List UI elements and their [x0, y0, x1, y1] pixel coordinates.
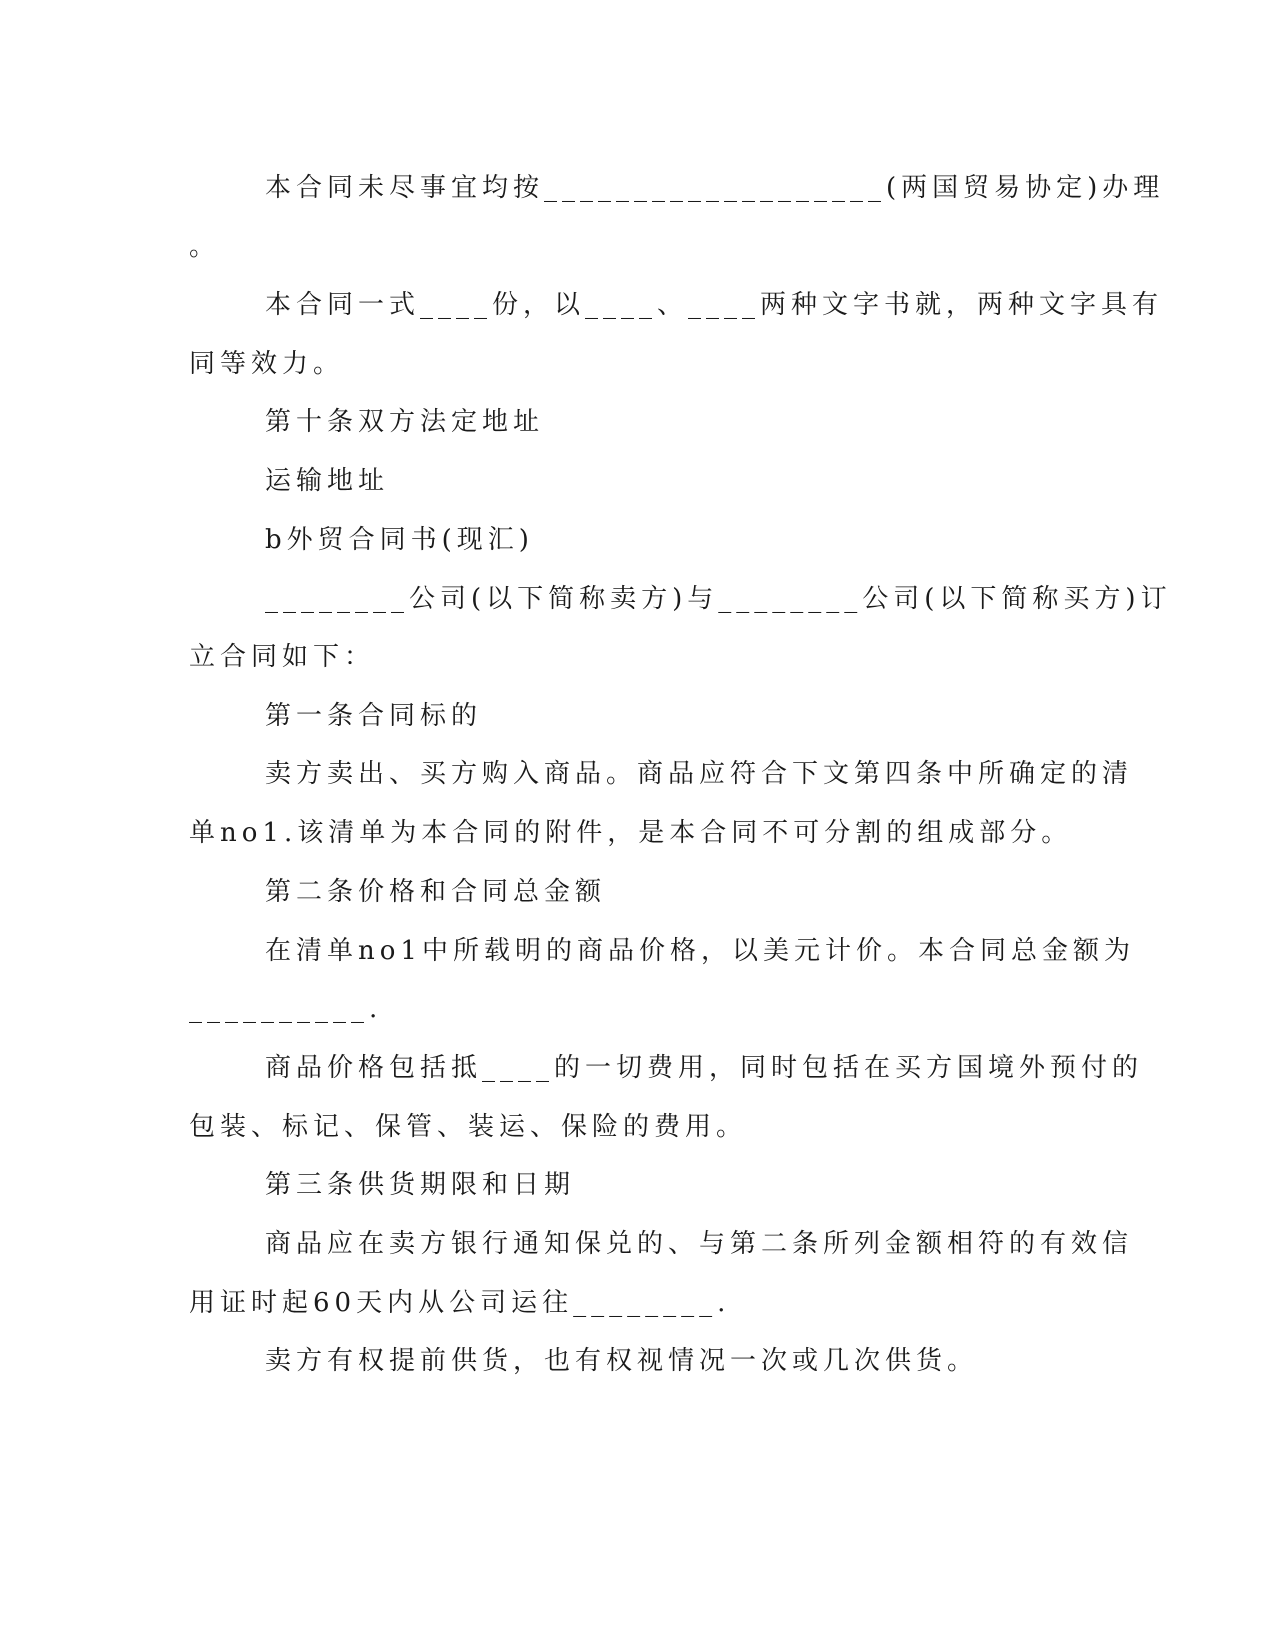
paragraph-line: 商品价格包括抵____的一切费用，同时包括在买方国境外预付的 [265, 1053, 1144, 1083]
paragraph-line: 同等效力。 [189, 349, 345, 379]
document-subtitle: b外贸合同书(现汇) [265, 525, 534, 555]
paragraph-line: 本合同未尽事宜均按___________________(两国贸易协定)办理 [265, 173, 1165, 203]
paragraph-line: 在清单no1中所载明的商品价格，以美元计价。本合同总金额为 [265, 936, 1135, 966]
paragraph-line: 单no1.该清单为本合同的附件，是本合同不可分割的组成部分。 [189, 818, 1073, 848]
section-heading: 第二条价格和合同总金额 [265, 877, 607, 907]
paragraph-line: 立合同如下： [189, 642, 376, 672]
paragraph-line: __________. [189, 994, 383, 1024]
paragraph-line: 。 [189, 232, 221, 262]
paragraph-line: 卖方有权提前供货，也有权视情况一次或几次供货。 [265, 1346, 979, 1376]
paragraph-line: 包装、标记、保管、装运、保险的费用。 [189, 1112, 748, 1142]
paragraph-line: 本合同一式____份，以____、____两种文字书就，两种文字具有 [265, 290, 1164, 320]
paragraph-line: 卖方卖出、买方购入商品。商品应符合下文第四条中所确定的清 [265, 759, 1134, 789]
paragraph-line: 商品应在卖方银行通知保兑的、与第二条所列金额相符的有效信 [265, 1229, 1134, 1259]
paragraph-line: 运输地址 [265, 466, 390, 496]
section-heading: 第一条合同标的 [265, 701, 483, 731]
paragraph-line: 用证时起60天内从公司运往________. [189, 1288, 731, 1318]
paragraph-line: ________公司(以下简称卖方)与________公司(以下简称买方)订 [265, 584, 1172, 614]
section-heading: 第三条供货期限和日期 [265, 1170, 576, 1200]
section-heading: 第十条双方法定地址 [265, 407, 545, 437]
